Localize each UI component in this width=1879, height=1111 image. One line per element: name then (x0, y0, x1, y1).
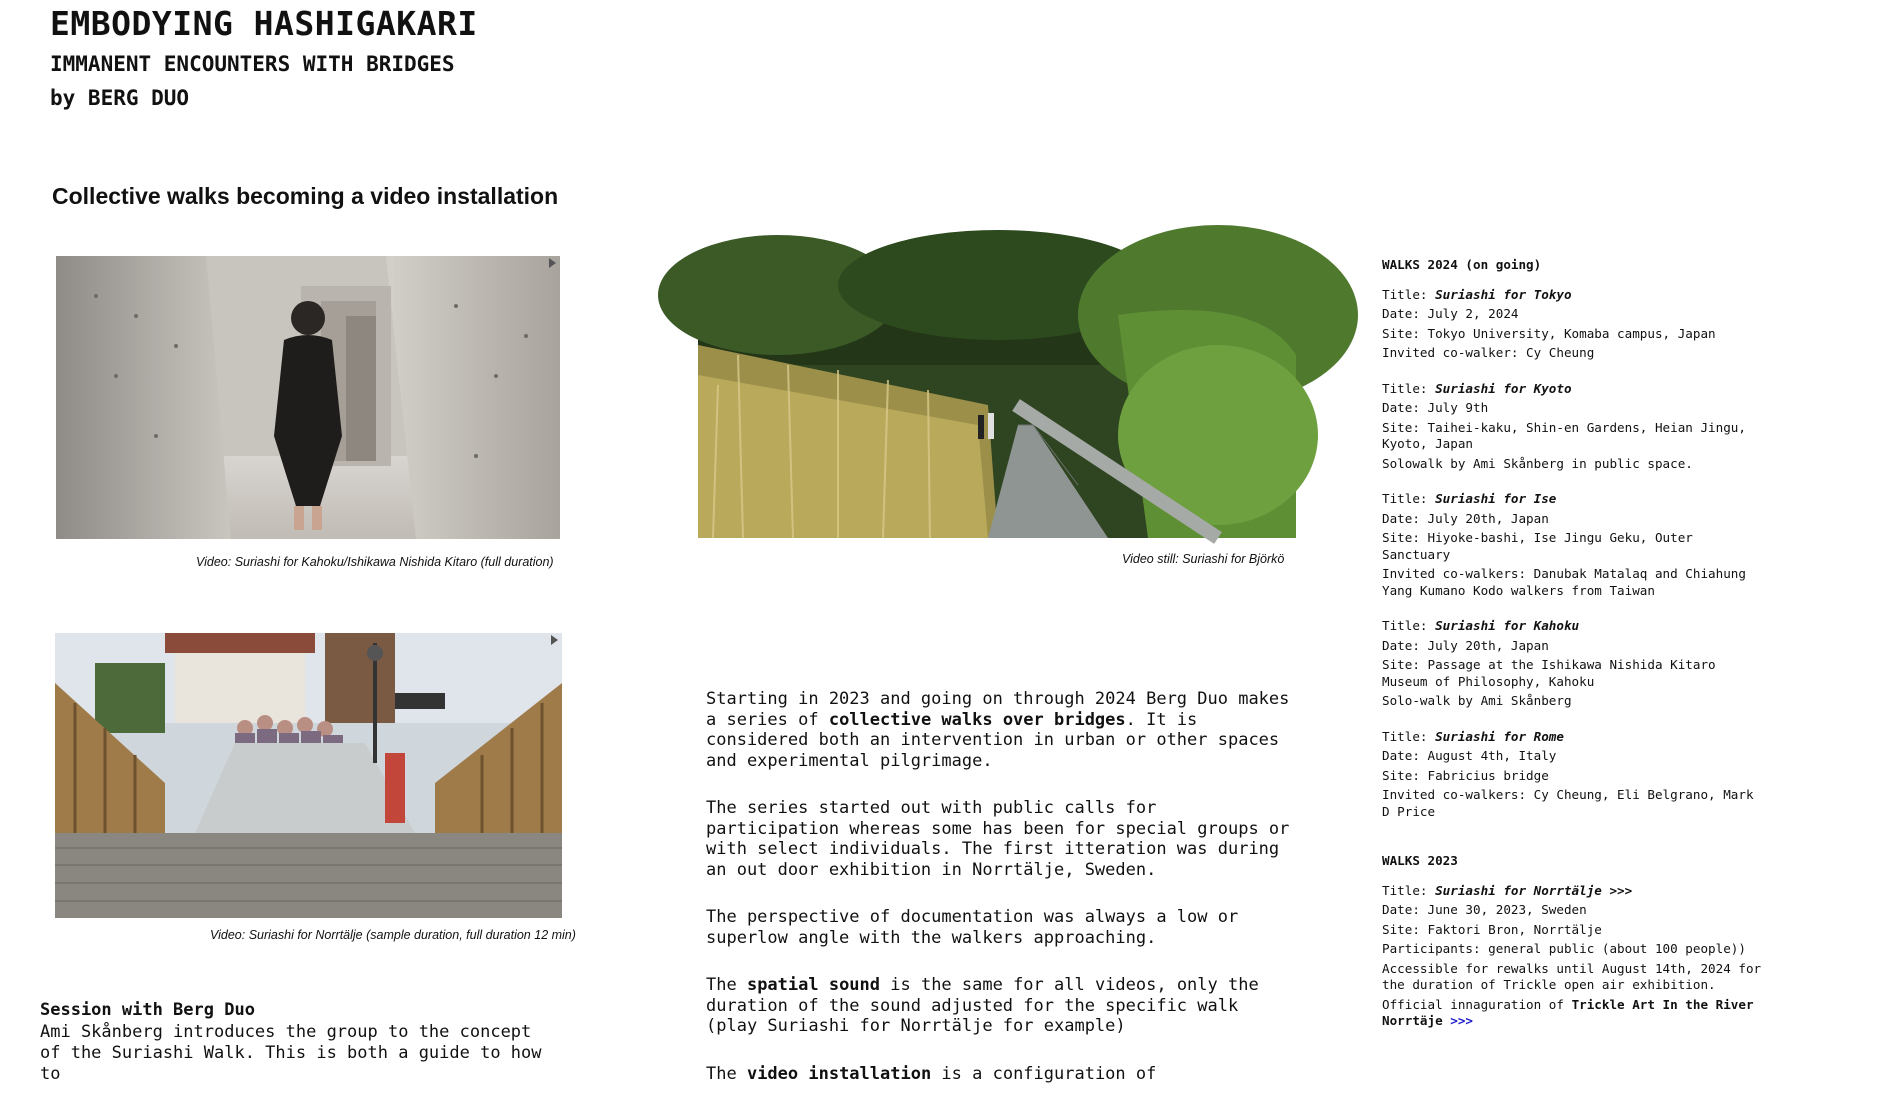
video-kahoku-player[interactable] (56, 256, 560, 539)
walks-2023-heading: WALKS 2023 (1382, 853, 1458, 868)
session-heading: Session with Berg Duo (40, 1000, 255, 1020)
section-heading: Collective walks becoming a video installation (52, 183, 559, 209)
prose-paragraph-3: The perspective of documentation was always a low or superlow angle with the walkers approaching. (706, 907, 1239, 948)
site-byline: by BERG DUO (50, 86, 190, 110)
session-text: Ami Skånberg introduces the group to the concept of the Suriashi Walk. This is both a guide to how to (40, 1022, 542, 1084)
video-norrtalje-frame (55, 633, 562, 918)
walk-entry-tokyo: Title: Suriashi for Tokyo Date: July 2, 2024 Site: Tokyo University, Komaba campus, Japan Invited co-walker: Cy Cheung (1382, 286, 1716, 360)
walk-entry-ise: Title: Suriashi for Ise Date: July 20th, Japan Site: Hiyoke-bashi, Ise Jingu Geku, Outer Sanctuary Invited co-walkers: Danubak Matalaq and Chiahung Yang Kumano Kodo walkers from Taiwan (1382, 491, 1746, 598)
play-icon[interactable] (551, 635, 558, 645)
trickle-art-link[interactable]: >>> (1442, 1013, 1474, 1028)
walk-norrtalje-link[interactable]: Suriashi for Norrtälje >>> (1435, 882, 1633, 898)
site-title: EMBODYING HASHIGAKARI (50, 4, 478, 43)
walk-entry-kyoto: Title: Suriashi for Kyoto Date: July 9th Site: Taihei-kaku, Shin-en Gardens, Heian Jingu, Kyoto, Japan Solowalk by Ami Skånberg in public space. (1382, 380, 1746, 471)
walks-list (1382, 257, 1762, 1049)
prose-paragraph-2: The series started out with public calls for participation whereas some has been for special groups or with select individuals. The first itteration was during an out door exhibition in Norrtälje, Sweden. (706, 798, 1290, 880)
description-prose (706, 689, 1296, 1111)
video-still-bjorko-frame (698, 255, 1296, 538)
video-kahoku-caption: Video: Suriashi for Kahoku/Ishikawa Nishida Kitaro (full duration) (196, 555, 554, 569)
video-still-bjorko-player[interactable] (698, 255, 1296, 538)
walk-entry-kahoku: Title: Suriashi for Kahoku Date: July 20th, Japan Site: Passage at the Ishikawa Nishida Kitaro Museum of Philosophy, Kahoku Solo-walk by Ami Skånberg (1382, 618, 1716, 708)
prose-paragraph-5: The video installation is a configuration of (706, 1063, 1157, 1084)
site-subtitle: IMMANENT ENCOUNTERS WITH BRIDGES (50, 52, 455, 76)
video-still-bjorko-caption: Video still: Suriashi for Björkö (1122, 552, 1285, 566)
video-kahoku-frame (56, 256, 560, 539)
video-norrtalje-caption: Video: Suriashi for Norrtälje (sample duration, full duration 12 min) (210, 928, 576, 942)
play-icon[interactable] (549, 258, 556, 268)
prose-paragraph-1: Starting in 2023 and going on through 2024 Berg Duo makes a series of collective walks over bridges. It is considered both an intervention in urban or other spaces and experimental pilgrimage. (706, 689, 1290, 771)
prose-paragraph-4: The spatial sound is the same for all videos, only the duration of the sound adjusted for the specific walk (play Suriashi for Norrtälje for example) (706, 975, 1259, 1036)
walk-entry-norrtalje: Title: Suriashi for Norrtälje >>> Date: June 30, 2023, Sweden Site: Faktori Bron, Norrtälje Participants: general public (about 100 people)) Accessible for rewalks until August 14th, 2024 for the duration of Trickle open air exhibition. Official innaguration of Trickle Art In the River Norrtäje >>> (1382, 882, 1762, 1028)
walks-2024-heading: WALKS 2024 (on going) (1382, 257, 1542, 272)
walk-entry-rome: Title: Suriashi for Rome Date: August 4th, Italy Site: Fabricius bridge Invited co-walkers: Cy Cheung, Eli Belgrano, Mark D Price (1382, 728, 1754, 819)
video-norrtalje-player[interactable] (55, 633, 562, 918)
